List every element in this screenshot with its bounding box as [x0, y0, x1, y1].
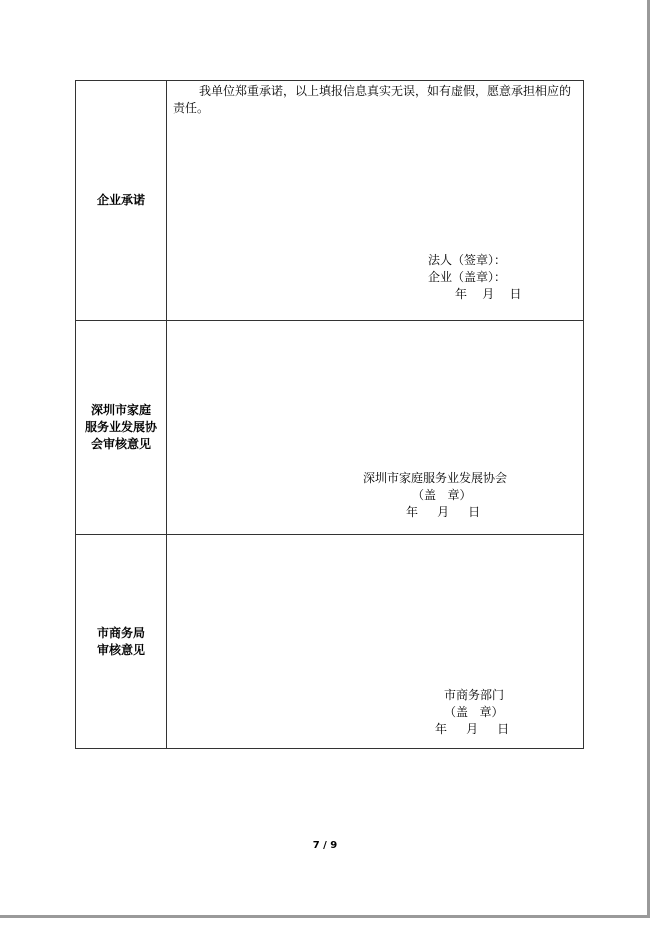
row-label-commerce-bureau-review: 市商务局 审核意见: [76, 535, 167, 749]
table-row: [76, 81, 584, 321]
commerce-bureau-review-cell: [167, 535, 584, 749]
row-label-association-review: 深圳市家庭 服务业发展协 会审核意见: [76, 321, 167, 535]
association-review-cell: [167, 321, 584, 535]
date-line: 年 月 日: [406, 505, 481, 519]
seal-line: （盖 章）: [444, 705, 504, 719]
table-row: [76, 321, 584, 535]
review-form-table: [75, 80, 584, 749]
association-name-line: 深圳市家庭服务业发展协会: [363, 471, 508, 485]
enterprise-pledge-cell: [167, 81, 584, 321]
row-label-enterprise-pledge: 企业承诺: [76, 81, 167, 321]
commerce-dept-line: 市商务部门: [444, 688, 505, 702]
enterprise-seal-line: 企业（盖章）：: [428, 270, 507, 284]
date-line: 年 月 日: [435, 722, 510, 736]
seal-line: （盖 章）: [412, 488, 472, 502]
page-number: 7 / 9: [312, 840, 338, 851]
date-line: 年 月 日: [455, 287, 522, 301]
pledge-text: 我单位郑重承诺，以上填报信息真实无误，如有虚假，愿意承担相应的责任。: [173, 84, 572, 115]
table-row: [76, 535, 584, 749]
legal-person-signature-line: 法人（签章）：: [428, 253, 507, 267]
